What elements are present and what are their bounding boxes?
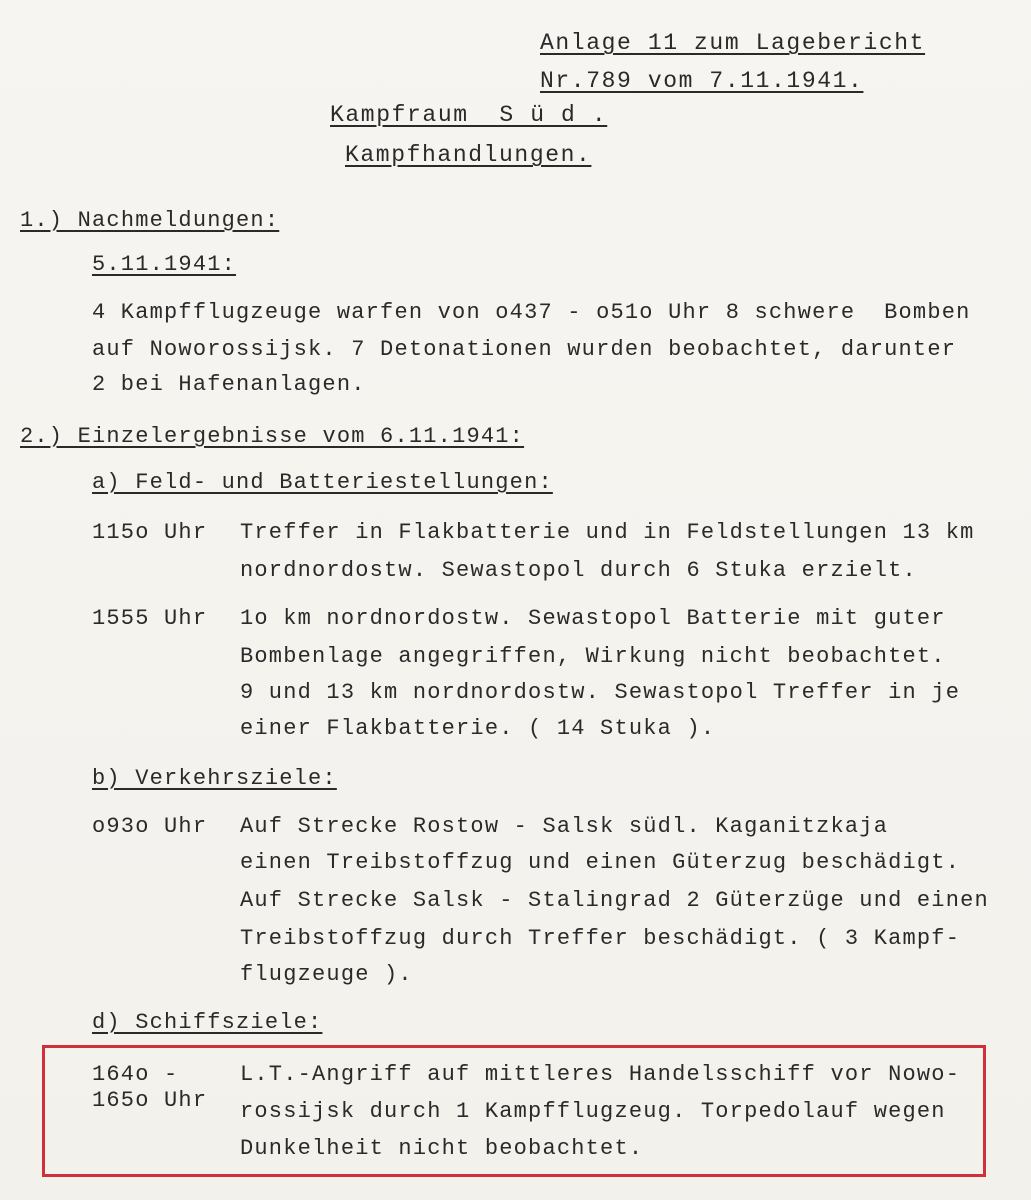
- entry-line: L.T.-Angriff auf mittleres Handelsschiff vor Nowo-: [240, 1062, 961, 1087]
- subsection-a-title: a) Feld- und Batteriestellungen:: [92, 470, 553, 495]
- entry-line: rossijsk durch 1 Kampfflugzeug. Torpedolauf wegen: [240, 1099, 946, 1124]
- entry-line: 9 und 13 km nordnordostw. Sewastopol Treffer in je: [240, 680, 961, 705]
- entry-time: o93o Uhr: [92, 814, 208, 839]
- entry-line: 1o km nordnordostw. Sewastopol Batterie mit guter: [240, 606, 946, 631]
- entry-time: 115o Uhr: [92, 520, 208, 545]
- section-1-date: 5.11.1941:: [92, 252, 237, 277]
- section-1-title: 1.) Nachmeldungen:: [20, 208, 280, 233]
- combat-area-heading: Kampfraum S ü d .: [330, 102, 608, 128]
- entry-time: 165o Uhr: [92, 1088, 208, 1113]
- entry-line: einer Flakbatterie. ( 14 Stuka ).: [240, 716, 716, 741]
- subsection-b-title: b) Verkehrsziele:: [92, 766, 337, 791]
- subsection-d-title: d) Schiffsziele:: [92, 1010, 323, 1035]
- report-number: Nr.789 vom 7.11.1941.: [540, 68, 864, 94]
- entry-line: Auf Strecke Salsk - Stalingrad 2 Güterzüge und einen: [240, 888, 989, 913]
- annex-title: Anlage 11 zum Lagebericht: [540, 30, 926, 56]
- entry-line: nordnordostw. Sewastopol durch 6 Stuka erzielt.: [240, 558, 917, 583]
- entry-line: Dunkelheit nicht beobachtet.: [240, 1136, 644, 1161]
- entry-line: Treffer in Flakbatterie und in Feldstellungen 13 km: [240, 520, 975, 545]
- entry-line: flugzeuge ).: [240, 962, 413, 987]
- section-1-line: 4 Kampfflugzeuge warfen von o437 - o51o Uhr 8 schwere Bomben: [92, 300, 971, 325]
- entry-line: Auf Strecke Rostow - Salsk südl. Kaganitzkaja: [240, 814, 889, 839]
- entry-time: 1555 Uhr: [92, 606, 208, 631]
- entry-line: einen Treibstoffzug und einen Güterzug beschädigt.: [240, 850, 961, 875]
- section-2-title: 2.) Einzelergebnisse vom 6.11.1941:: [20, 424, 525, 449]
- combat-actions-heading: Kampfhandlungen.: [345, 142, 592, 168]
- entry-time: 164o -: [92, 1062, 179, 1087]
- entry-line: Bombenlage angegriffen, Wirkung nicht beobachtet.: [240, 644, 946, 669]
- section-1-line: auf Noworossijsk. 7 Detonationen wurden beobachtet, darunter: [92, 337, 957, 362]
- entry-line: Treibstoffzug durch Treffer beschädigt. ( 3 Kampf-: [240, 926, 961, 951]
- section-1-line: 2 bei Hafenanlagen.: [92, 372, 366, 397]
